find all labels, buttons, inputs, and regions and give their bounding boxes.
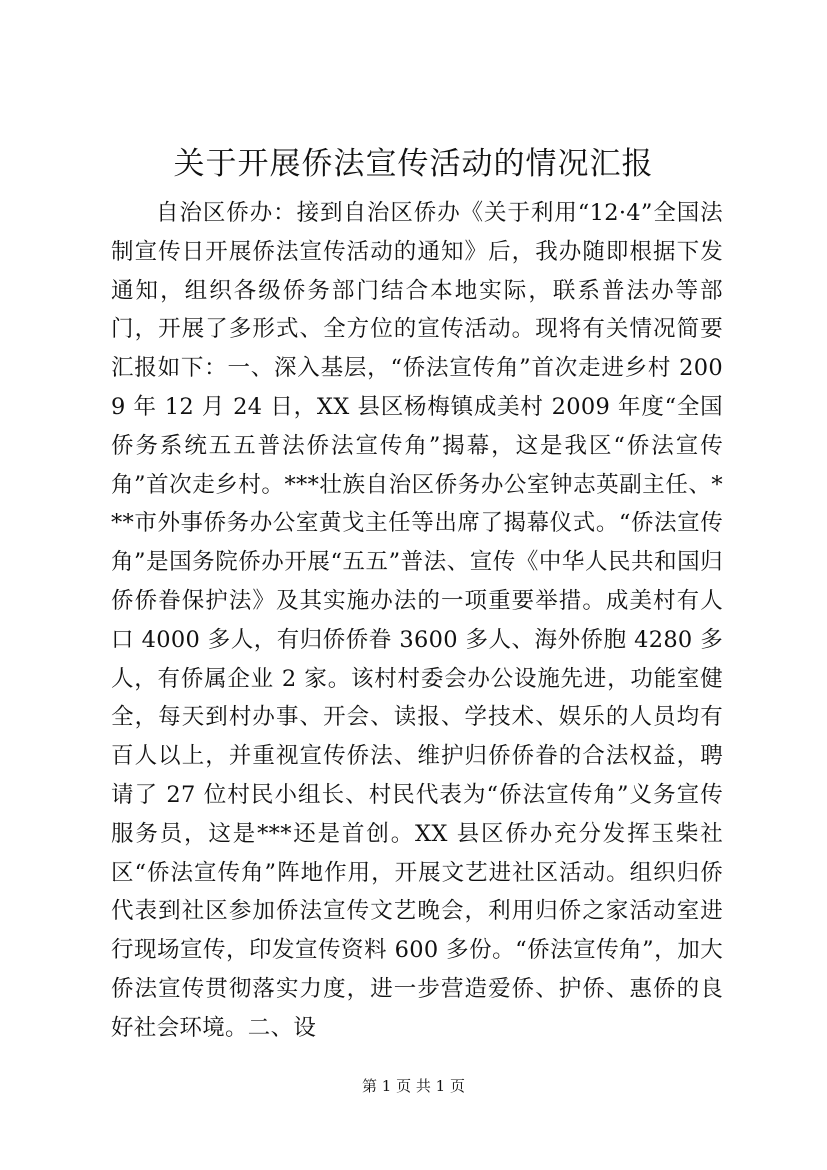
document-title: 关于开展侨法宣传活动的情况汇报	[173, 146, 654, 182]
document-body: 自治区侨办：接到自治区侨办《关于利用“12·4”全国法制宣传日开展侨法宣传活动的通知》后，我办随即根据下发通知，组织各级侨务部门结合本地实际，联系普法办等部门，开展了多形式、全方位的宣传活动。现将有关情况简要汇报如下：一、深入基层，“侨法宣传角”首次走进乡村 2009 年 12 月 24 日，XX 县区杨梅镇成美村 2009 年度“全国侨务系统五五普法侨法宣传角”揭幕，这是我区“侨法宣传角”首次走乡村。***壮族自治区侨务办公室钟志英副主任、***市外事侨务办公室黄戈主任等出席了揭幕仪式。“侨法宣传角”是国务院侨办开展“五五”普法、宣传《中华人民共和国归侨侨眷保护法》及其实施办法的一项重要举措。成美村有人口 4000 多人，有归侨侨眷 3600 多人、海外侨胞 4280 多人，有侨属企业 2 家。该村村委会办公设施先进，功能室健全，每天到村办事、开会、读报、学技术、娱乐的人员均有百人以上，并重视宣传侨法、维护归侨侨眷的合法权益，聘请了 27 位村民小组长、村民代表为“侨法宣传角”义务宣传服务员，这是***还是首创。XX 县区侨办充分发挥玉柴社区“侨法宣传角”阵地作用，开展文艺进社区活动。组织归侨代表到社区参加侨法宣传文艺晚会，利用归侨之家活动室进行现场宣传，印发宣传资料 600 多份。“侨法宣传角”，加大侨法宣传贯彻落实力度，进一步营造爱侨、护侨、惠侨的良好社会环境。二、设	[111, 200, 723, 1041]
page-number-footer: 第 1 页 共 1 页	[362, 1077, 465, 1095]
